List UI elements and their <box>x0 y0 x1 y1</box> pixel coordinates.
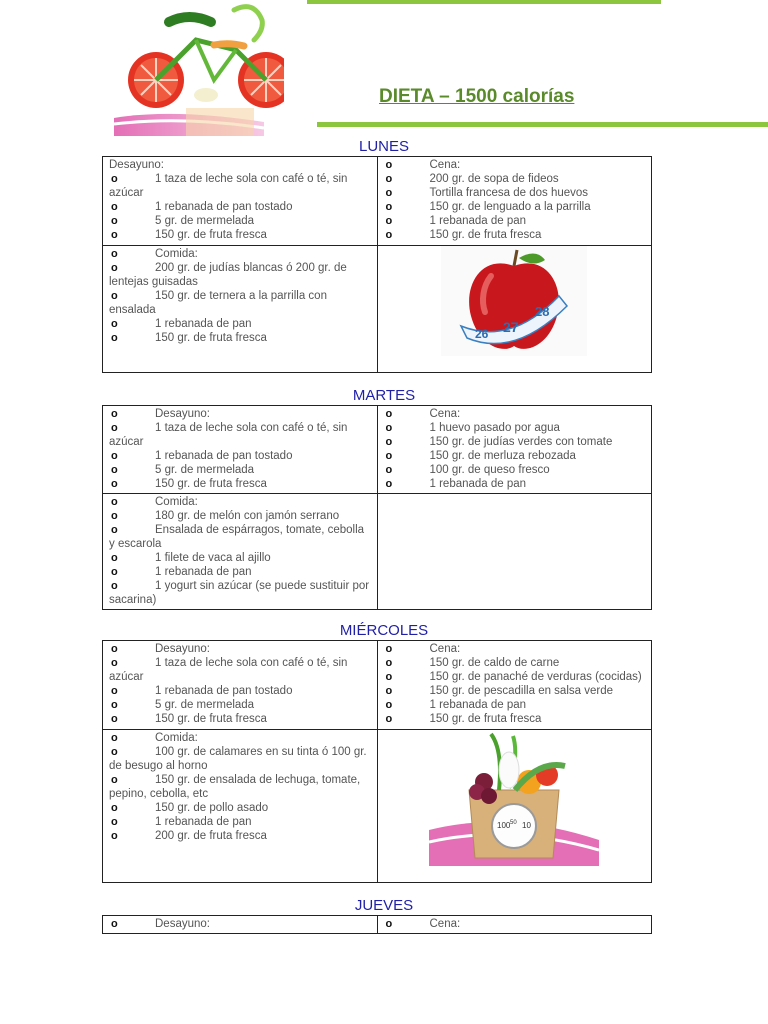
list-item: o 180 gr. de melón con jamón serrano <box>109 509 371 523</box>
lunch-cell <box>103 730 378 883</box>
list-item: o 1 taza de leche sola con café o té, sin azúcar <box>109 421 371 449</box>
meal-heading: o Cena: <box>384 407 646 421</box>
top-accent-bar <box>307 0 661 4</box>
menu-table-miercoles <box>102 640 652 883</box>
meal-heading: o Desayuno: <box>109 407 371 421</box>
meal-heading: o Comida: <box>109 731 371 745</box>
meal-heading: o Comida: <box>109 247 371 261</box>
list-item: o 150 gr. de fruta fresca <box>109 228 371 242</box>
image-cell <box>377 730 652 883</box>
title-accent-bar <box>317 122 768 127</box>
image-cell <box>377 246 652 373</box>
list-item: o 150 gr. de pescadilla en salsa verde <box>384 684 646 698</box>
meal-heading: o Cena: <box>384 158 646 172</box>
list-item: o 200 gr. de fruta fresca <box>109 829 371 843</box>
meal-heading: o Cena: <box>384 642 646 656</box>
list-item: o 150 gr. de caldo de carne <box>384 656 646 670</box>
list-item: o 1 huevo pasado por agua <box>384 421 646 435</box>
dinner-cell <box>377 406 652 494</box>
list-item: o 1 rebanada de pan <box>384 477 646 491</box>
list-item: o Tortilla francesa de dos huevos <box>384 186 646 200</box>
list-item: o 1 rebanada de pan <box>109 815 371 829</box>
breakfast-cell <box>103 157 378 246</box>
scale-number: 10 <box>522 821 532 830</box>
meal-heading: Desayuno: <box>109 159 164 171</box>
list-item: o 150 gr. de fruta fresca <box>384 712 646 726</box>
list-item: o 150 gr. de ternera a la parrilla con ensalada <box>109 289 371 317</box>
breakfast-cell <box>103 916 378 934</box>
list-item: o 200 gr. de sopa de fideos <box>384 172 646 186</box>
tape-number: 28 <box>535 304 550 319</box>
list-item: o 1 taza de leche sola con café o té, sin azúcar <box>109 656 371 684</box>
meal-heading: o Cena: <box>384 917 646 931</box>
list-item: o 150 gr. de judías verdes con tomate <box>384 435 646 449</box>
day-heading-martes: MARTES <box>352 387 416 404</box>
tape-number: 27 <box>503 319 519 335</box>
list-item: o 5 gr. de mermelada <box>109 463 371 477</box>
dinner-cell <box>377 641 652 730</box>
scale-number: 100 <box>497 821 511 830</box>
list-item: o 150 gr. de pollo asado <box>109 801 371 815</box>
list-item: o 1 rebanada de pan tostado <box>109 200 371 214</box>
menu-table-lunes <box>102 156 652 373</box>
list-item: o 150 gr. de merluza rebozada <box>384 449 646 463</box>
lunch-cell <box>103 246 378 373</box>
list-item: o 150 gr. de ensalada de lechuga, tomate, pepino, cebolla, etc <box>109 773 371 801</box>
list-item: o 1 rebanada de pan <box>109 565 371 579</box>
breakfast-cell <box>103 406 378 494</box>
day-heading-miercoles: MIÉRCOLES <box>339 622 429 639</box>
day-heading-jueves: JUEVES <box>354 897 414 914</box>
list-item: o 100 gr. de queso fresco <box>384 463 646 477</box>
menu-table-martes <box>102 405 652 610</box>
list-item: o 5 gr. de mermelada <box>109 698 371 712</box>
list-item: o 1 yogurt sin azúcar (se puede sustituir por sacarina) <box>109 579 371 607</box>
grocery-bag-scale-image <box>429 730 599 866</box>
list-item: o 150 gr. de panaché de verduras (cocidas) <box>384 670 646 684</box>
list-item: o 150 gr. de fruta fresca <box>109 712 371 726</box>
list-item: o Ensalada de espárragos, tomate, cebolla y escarola <box>109 523 371 551</box>
breakfast-cell <box>103 641 378 730</box>
list-item: o 1 taza de leche sola con café o té, sin azúcar <box>109 172 371 200</box>
list-item: o 150 gr. de fruta fresca <box>384 228 646 242</box>
list-item: o 1 rebanada de pan tostado <box>109 449 371 463</box>
dinner-cell <box>377 916 652 934</box>
scale-number: 50 <box>510 820 517 826</box>
lunch-cell <box>103 494 378 610</box>
list-item: o 1 rebanada de pan <box>384 698 646 712</box>
list-item: o 150 gr. de fruta fresca <box>109 331 371 345</box>
list-item: o 150 gr. de lenguado a la parrilla <box>384 200 646 214</box>
dinner-cell <box>377 157 652 246</box>
list-item: o 1 rebanada de pan tostado <box>109 684 371 698</box>
list-item: o 1 rebanada de pan <box>109 317 371 331</box>
tape-number: 26 <box>475 327 489 341</box>
meal-heading: o Desayuno: <box>109 917 371 931</box>
vegetable-bicycle-logo <box>114 0 284 136</box>
apple-measuring-tape-image <box>441 246 587 356</box>
list-item: o 150 gr. de fruta fresca <box>109 477 371 491</box>
meal-heading: o Desayuno: <box>109 642 371 656</box>
empty-cell <box>377 494 652 610</box>
menu-table-jueves <box>102 915 652 934</box>
list-item: o 5 gr. de mermelada <box>109 214 371 228</box>
day-heading-lunes: LUNES <box>358 138 410 155</box>
list-item: o 1 filete de vaca al ajillo <box>109 551 371 565</box>
page-title: DIETA – 1500 calorías <box>379 86 575 107</box>
list-item: o 200 gr. de judías blancas ó 200 gr. de lentejas guisadas <box>109 261 371 289</box>
list-item: o 1 rebanada de pan <box>384 214 646 228</box>
meal-heading: o Comida: <box>109 495 371 509</box>
list-item: o 100 gr. de calamares en su tinta ó 100 gr. de besugo al horno <box>109 745 371 773</box>
